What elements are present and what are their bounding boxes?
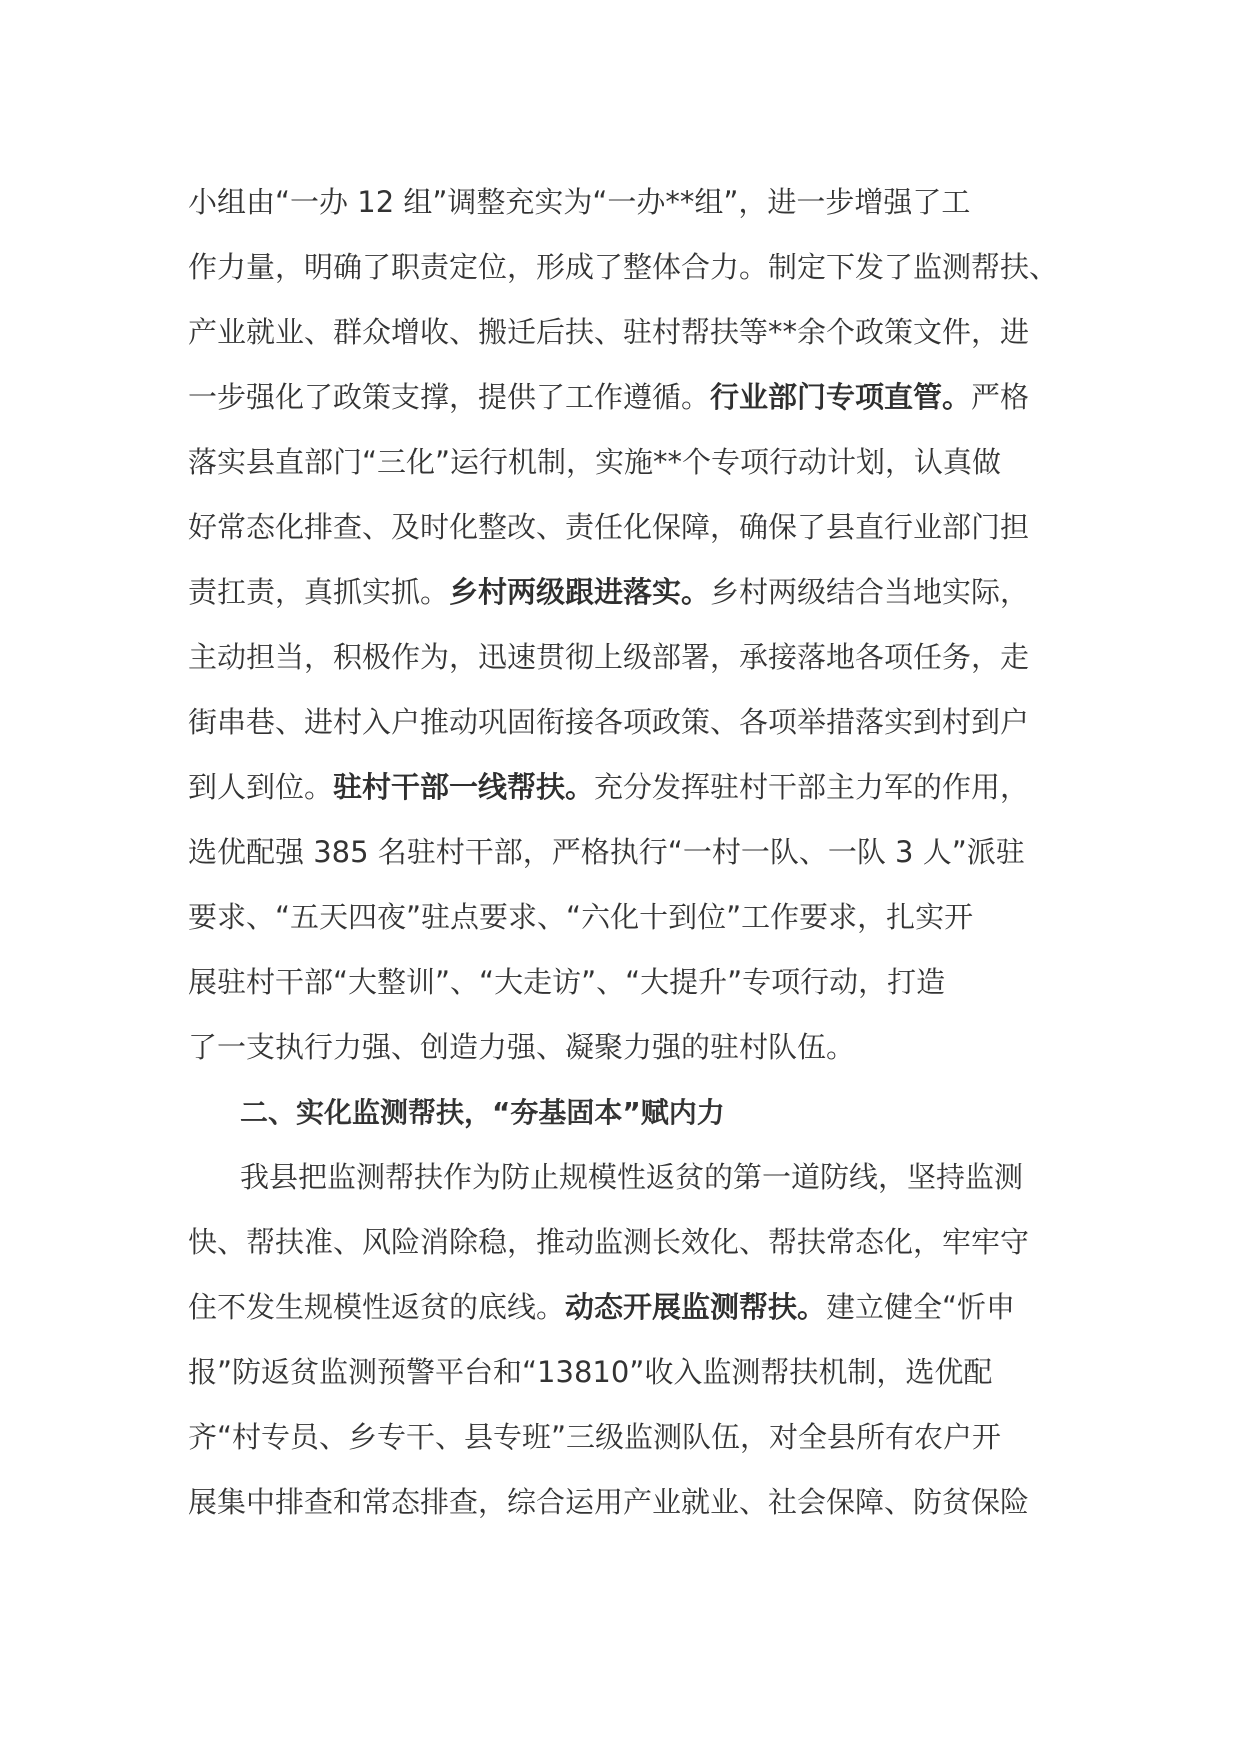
text-run: 展集中排查和常态排查，综合运用产业就业、社会保障、防贫保险 <box>188 1485 1030 1519</box>
paragraph-line <box>188 755 1058 820</box>
text-run: 充分发挥驻村干部主力军的作用， <box>594 770 1030 804</box>
paragraph-line <box>188 495 1058 560</box>
text-run: 责扛责，真抓实抓。 <box>188 575 450 609</box>
bold-subheading: 行业部门专项直管。 <box>710 380 972 414</box>
text-run: 快、帮扶准、风险消除稳，推动监测长效化、帮扶常态化，牢牢守 <box>188 1225 1030 1259</box>
text-run: 选优配强 385 名驻村干部，严格执行“一村一队、一队 3 人”派驻 <box>188 835 1025 869</box>
text-run: 了一支执行力强、创造力强、凝聚力强的驻村队伍。 <box>188 1030 856 1064</box>
paragraph-line <box>188 430 1058 495</box>
text-run: 主动担当，积极作为，迅速贯彻上级部署，承接落地各项任务，走 <box>188 640 1030 674</box>
paragraph-line <box>188 820 1058 885</box>
text-run: 建立健全“忻申 <box>826 1290 1016 1324</box>
section-heading: 二、实化监测帮扶，“夯基固本”赋内力 <box>240 1096 725 1129</box>
paragraph-line <box>188 625 1058 690</box>
paragraph-line <box>188 235 1058 300</box>
text-run: 到人到位。 <box>188 770 334 804</box>
text-run: 展驻村干部“大整训”、“大走访”、“大提升”专项行动，打造 <box>188 965 946 999</box>
paragraph-line <box>188 560 1058 625</box>
text-run: 齐“村专员、乡专干、县专班”三级监测队伍，对全县所有农户开 <box>188 1420 1002 1454</box>
text-run: 一步强化了政策支撑，提供了工作遵循。 <box>188 380 711 414</box>
paragraph-line <box>188 365 1058 430</box>
bold-subheading: 乡村两级跟进落实。 <box>449 575 711 609</box>
bold-subheading: 动态开展监测帮扶。 <box>565 1290 827 1324</box>
text-run: 小组由“一办 12 组”调整充实为“一办**组”，进一步增强了工 <box>188 185 971 219</box>
paragraph-line <box>188 1470 1058 1535</box>
text-run: 落实县直部门“三化”运行机制，实施**个专项行动计划，认真做 <box>188 445 1002 479</box>
text-run: 住不发生规模性返贫的底线。 <box>188 1290 566 1324</box>
paragraph-line <box>188 1210 1058 1275</box>
text-run: 街串巷、进村入户推动巩固衔接各项政策、各项举措落实到村到户 <box>188 705 1030 739</box>
text-run: 报”防返贫监测预警平台和“13810”收入监测帮扶机制，选优配 <box>188 1355 993 1389</box>
text-run: 乡村两级结合当地实际， <box>710 575 1030 609</box>
paragraph-line <box>188 1275 1058 1340</box>
text-run: 我县把监测帮扶作为防止规模性返贫的第一道防线，坚持监测 <box>240 1160 1024 1194</box>
paragraph-line <box>188 690 1058 755</box>
bold-subheading: 驻村干部一线帮扶。 <box>333 770 595 804</box>
paragraph-line <box>188 885 1058 950</box>
paragraph-line <box>188 1405 1058 1470</box>
text-run: 产业就业、群众增收、搬迁后扶、驻村帮扶等**余个政策文件，进 <box>188 315 1030 349</box>
paragraph-line <box>188 1340 1058 1405</box>
document-body <box>188 170 1058 1535</box>
text-run: 作力量，明确了职责定位，形成了整体合力。制定下发了监测帮扶、 <box>188 250 1059 284</box>
paragraph-line <box>188 170 1058 235</box>
text-run: 好常态化排查、及时化整改、责任化保障，确保了县直行业部门担 <box>188 510 1030 544</box>
text-run: 要求、“五天四夜”驻点要求、“六化十到位”工作要求，扎实开 <box>188 900 974 934</box>
text-run: 严格 <box>971 380 1030 414</box>
paragraph-line <box>188 950 1058 1015</box>
paragraph-line <box>188 1145 1058 1210</box>
paragraph-line <box>188 1015 1058 1080</box>
paragraph-line <box>188 300 1058 365</box>
